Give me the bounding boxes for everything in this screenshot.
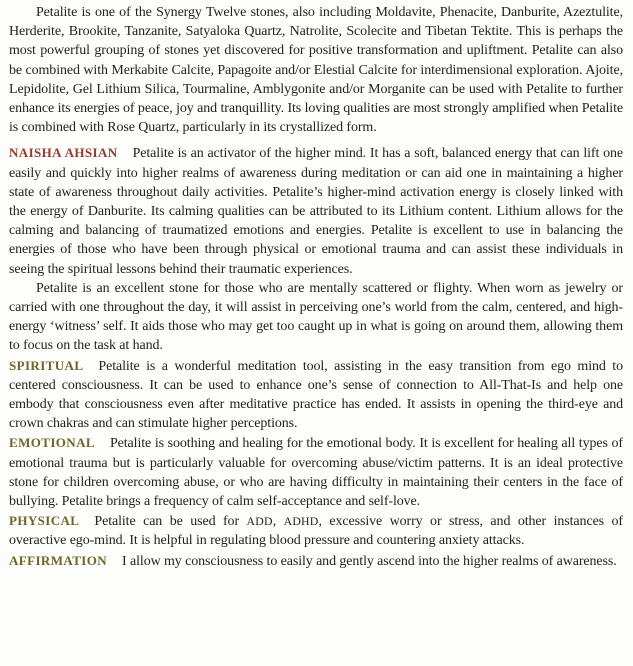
physical-heading: PHYSICAL xyxy=(9,513,80,529)
author-heading: NAISHA AHSIAN xyxy=(9,145,118,161)
physical-text-after: , excessive worry or stress, and other instances of overactive ego-mind. It is helpful in regulating blood pressure and countering anxiety attacks. xyxy=(9,514,623,549)
intro-paragraph: Petalite is one of the Synergy Twelve stones, also including Moldavite, Phenacite, Danburite, Azeztulite, Herderite, Brookite, Tanzanite, Satyaloka Quartz, Natrolite, Scolecite and Tibetan Tektite. This is perhaps the most powerful grouping of stones yet discovered for positive transformation and upliftment. Petalite can also be combined with Merkabite Calcite, Papagoite and/or Elestial Calcite for interdimensional exploration. Ajoite, Lepidolite, Gel Lithium Silica, Tourmaline, Amblygonite and/or Morganite can be used with Petalite to further enhance its energies of peace, joy and tranquillity. Its loving qualities are most strongly amplified when Petalite is combined with Rose Quartz, particularly in its crystallized form. xyxy=(9,5,623,136)
emotional-section xyxy=(9,433,623,511)
affirmation-section xyxy=(9,551,623,571)
naisha-ahsian-section xyxy=(9,143,623,278)
physical-section xyxy=(9,511,623,550)
acronym-adhd: ADHD xyxy=(283,514,319,529)
witness-paragraph: Petalite is an excellent stone for those who are mentally scattered or flighty. When worn as jewelry or carried with one throughout the day, it will assist in perceiving one’s world from the calm, centered, and high-energy ‘witness’ self. It aids those who may get too caught up in what is going on around them, allowing them to focus on the task at hand. xyxy=(9,280,623,354)
spiritual-section xyxy=(9,356,623,434)
emotional-text: Petalite is soothing and healing for the emotional body. It is excellent for healing all types of emotional trauma but is particularly valuable for overcoming abuse/victim patterns. It is an ideal protective stone for children overcoming abuse, or who are having difficulty in maintaining their centers in the face of bullying. Petalite brings a frequency of calm self-acceptance and self-love. xyxy=(9,436,623,510)
acronym-separator: , xyxy=(272,514,284,530)
affirmation-heading: AFFIRMATION xyxy=(9,552,108,568)
spiritual-heading: SPIRITUAL xyxy=(9,357,84,373)
physical-text-before: Petalite can be used for xyxy=(94,514,247,530)
affirmation-text: I allow my consciousness to easily and gently ascend into the higher realms of awareness. xyxy=(122,553,617,569)
author-section-text: Petalite is an activator of the higher mind. It has a soft, balanced energy that can lift one easily and quickly into higher realms of awareness during meditation or can aid one in maintaining a higher state of awareness throughout daily activities. Petalite’s higher-mind activation energy is closely linked with the energy of Danburite. Its calming qualities can be attributed to its Lithium content. Lithium allows for the calming and balancing of traumatized emotions and energies. Petalite is excellent to use in balancing the energies of those who have been through physical or emotional trauma and can assist these individuals in seeing the spiritual lessons behind their traumatic experiences. xyxy=(9,146,623,277)
acronym-add: ADD xyxy=(246,514,273,529)
emotional-heading: EMOTIONAL xyxy=(9,435,95,451)
spiritual-text: Petalite is a wonderful meditation tool, assisting in the easy transition from ego mind to centered consciousness. It can be used to enhance one’s sense of connection to All-That-Is and help one embody that consciousness even after meditative practice has ended. It assists in opening the third-eye and crown chakras and can stimulate higher perceptions. xyxy=(9,358,623,432)
